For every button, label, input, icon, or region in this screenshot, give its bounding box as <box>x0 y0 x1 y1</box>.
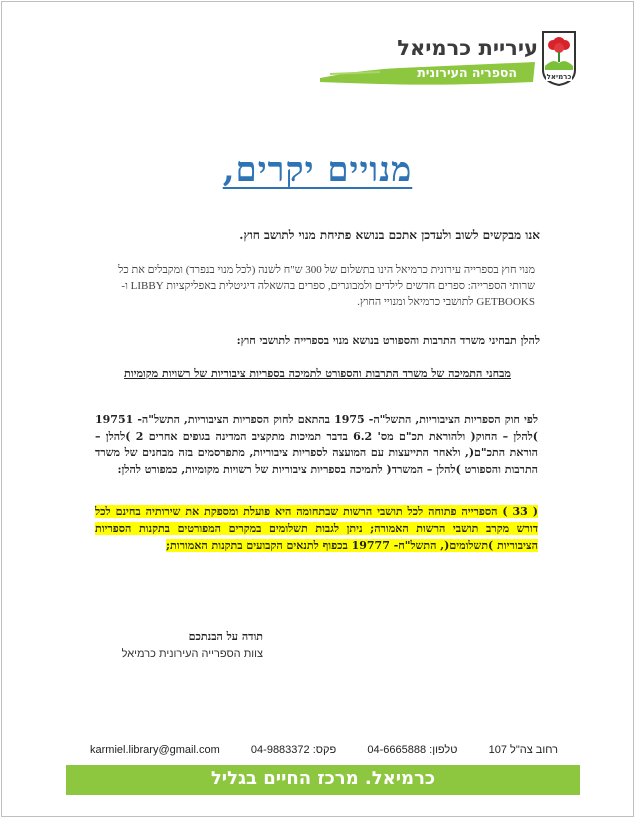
page-title: מנויים יקרים, <box>222 150 413 190</box>
contact-line <box>90 744 558 756</box>
footer-slogan: כרמיאל. מרכז החיים בגליל <box>210 768 436 789</box>
membership-paragraph: מנוי חוץ בספרייה עירונית כרמיאל הינו בתשלום של 300 ש"ח לשנה (לכל מנוי בנפרד) ומקבלים את כל שרותי הספרייה: ספרים חדשים לילדים ולמבוגרים, ספרים בהשאלה דיגיטלית באפליקציות LIBBY ו- GETBOOKS לתושבי כרמיאל ומנויי החוץ. <box>118 264 535 308</box>
fax: פקס: 04-9883372 <box>250 744 337 756</box>
city-name: עיריית כרמיאל <box>397 36 538 60</box>
intro-text: אנו מבקשים לשוב ולעדכן אתכם בנושא פתיחת מנוי לתושב חוץ. <box>239 228 540 242</box>
directive-heading: להלן תבחיני משרד התרבות והספורט בנושא מנוי בספרייה לתושבי חוץ: <box>236 334 540 347</box>
thanks-line: תודה על הבנתכם <box>188 630 263 643</box>
svg-text:כרמיאל: כרמיאל <box>546 73 572 81</box>
highlighted-clause <box>95 503 538 554</box>
address: רחוב צה"ל 107 <box>488 744 558 756</box>
email-link[interactable]: karmiel.library@gmail.com <box>90 744 220 756</box>
sub-heading: מבחני התמיכה של משרד התרבות והספורט לתמיכה בספריות ציבוריות של רשויות מקומיות <box>124 367 511 380</box>
highlighted-text: ( 33 ) הספרייה פתוחה לכל תושבי הרשות שבתחומה היא פועלת ומספקת את שירותיה בחינם לכל דורש מקרב תושבי הרשות האמורה; ניתן לגבות תשלומים במקרים המפורטים בתקנות הספריות הציבוריות )תשלומים(, התשל"ח- 19777 בכפוף לתנאים הקבועים בתקנות האמורות; <box>95 505 538 552</box>
team-signature: צוות הספרייה העירונית כרמיאל <box>121 648 263 660</box>
karmiel-crest-logo <box>541 30 577 86</box>
library-name: הספריה העירונית <box>417 65 517 80</box>
page-border <box>1 1 634 817</box>
phone: טלפון: 04-6665888 <box>367 744 458 756</box>
law-paragraph: לפי חוק הספריות הציבוריות, התשל"ה- 1975 בהתאם לחוק הספריות הציבוריות, התשל"ה- 19751 )להלן – החוק( ולהוראת תכ"ם מס' 6.2 בדבר תמיכות מתקציב המדינה בגופים אחרים 2 )להלן – הוראת התכ"ם(, ולאחר התייעצות עם המועצה לספריות ציבוריות, מתפרסמים בזה מבחנים של משרד התרבות והספורט )להלן – המשרד( לתמיכה בספריות ציבוריות של רשויות מקומיות, כמפורט להלן: <box>95 413 539 476</box>
